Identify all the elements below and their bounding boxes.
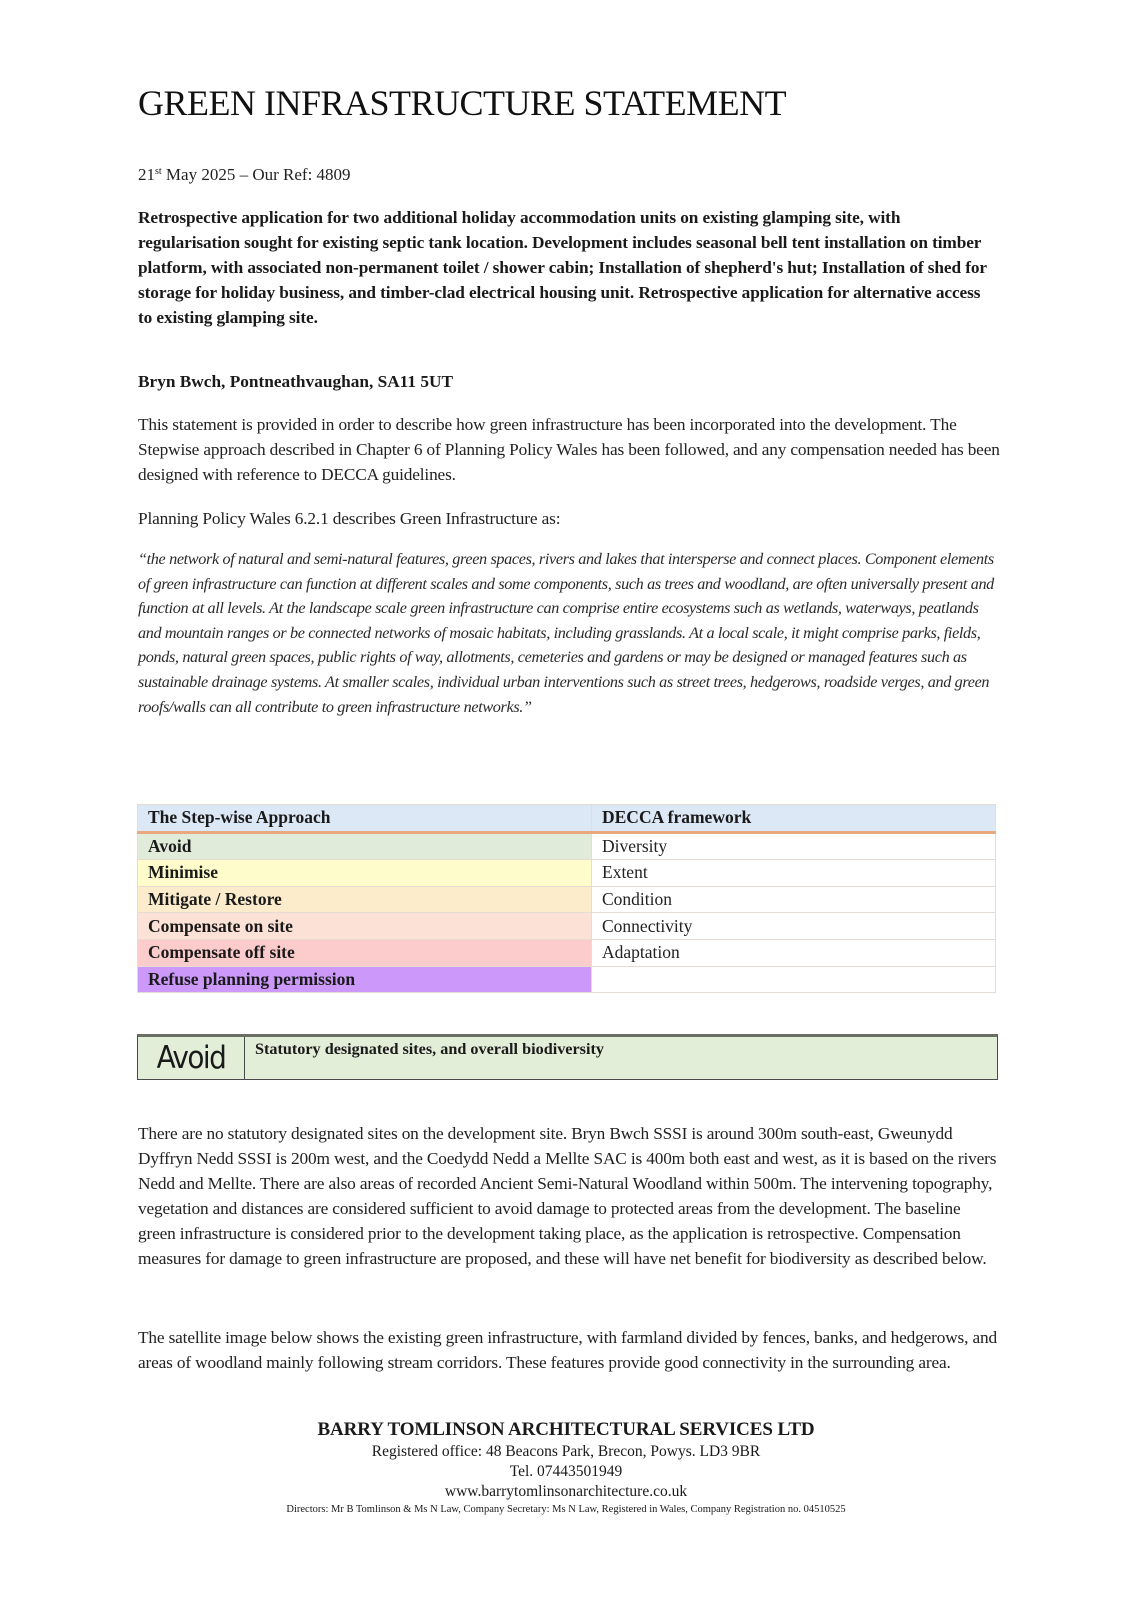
table-row	[138, 860, 996, 887]
application-description: Retrospective application for two additional holiday accommodation units on existing glamping site, with regularisation sought for existing septic tank location. Development includes seasonal bell tent installation on timber platform, with associated non-permanent toilet / shower cabin; Installation of shepherd's hut; Installation of shed for storage for holiday business, and timber-clad electrical housing unit. Retrospective application for alternative access to existing glamping site.	[138, 208, 987, 327]
site-address: Bryn Bwch, Pontneathvaughan, SA11 5UT	[138, 372, 453, 391]
step-cell: Minimise	[138, 860, 592, 887]
footer-office: Registered office: 48 Beacons Park, Brecon, Powys. LD3 9BR	[371, 1443, 761, 1460]
footer-website[interactable]: www.barrytomlinsonarchitecture.co.uk	[444, 1483, 688, 1500]
date-day: 21	[138, 165, 155, 184]
step-cell: Refuse planning permission	[138, 966, 592, 993]
stepwise-decca-table	[137, 804, 996, 993]
footer-tel: Tel. 07443501949	[509, 1463, 623, 1480]
step-cell: Compensate on site	[138, 913, 592, 940]
decca-cell: Diversity	[592, 832, 996, 860]
avoid-heading: Statutory designated sites, and overall biodiversity	[255, 1040, 604, 1058]
avoid-paragraph-satellite: The satellite image below shows the existing green infrastructure, with farmland divided by fences, banks, and hedgerows, and areas of woodland mainly following stream corridors. These features provide good connectivity in the surrounding area.	[138, 1328, 997, 1372]
avoid-paragraph-designated-sites: There are no statutory designated sites on the development site. Bryn Bwch SSSI is around 300m south-east, Gweunydd Dyffryn Nedd SSSI is 200m west, and the Coedydd Nedd a Mellte SAC is 400m both east and west, as it is based on the rivers Nedd and Mellte. There are also areas of recorded Ancient Semi-Natural Woodland within 500m. The intervening topography, vegetation and distances are considered sufficient to avoid damage to protected areas from the development. The baseline green infrastructure is considered prior to the development taking place, as the application is retrospective. Compensation measures for damage to green infrastructure are proposed, and these will have net benefit for biodiversity as described below.	[138, 1124, 997, 1268]
date-and-ref: May 2025 – Our Ref: 4809	[161, 165, 351, 184]
intro-paragraph: This statement is provided in order to describe how green infrastructure has been incorporated into the development. The Stepwise approach described in Chapter 6 of Planning Policy Wales has been followed, and any compensation needed has been designed with reference to DECCA guidelines.	[138, 415, 1000, 484]
step-cell: Avoid	[138, 832, 592, 860]
table-row	[138, 886, 996, 913]
step-cell: Mitigate / Restore	[138, 886, 592, 913]
decca-cell: Condition	[592, 886, 996, 913]
table-row	[138, 913, 996, 940]
avoid-section-header	[137, 1034, 998, 1080]
table-row	[138, 966, 996, 993]
page-footer	[0, 1418, 1132, 1518]
footer-company-name: BARRY TOMLINSON ARCHITECTURAL SERVICES LTD	[317, 1419, 815, 1440]
decca-cell: Adaptation	[592, 939, 996, 966]
date-reference-line	[138, 165, 351, 185]
table-row	[138, 939, 996, 966]
header-stepwise: The Step-wise Approach	[138, 805, 592, 833]
decca-cell	[592, 966, 996, 993]
decca-cell: Connectivity	[592, 913, 996, 940]
avoid-label: Avoid	[138, 1037, 245, 1079]
ppw-lead-paragraph: Planning Policy Wales 6.2.1 describes Green Infrastructure as:	[138, 509, 561, 528]
table-header-row	[138, 805, 996, 833]
date-suffix: st	[155, 166, 162, 177]
header-decca: DECCA framework	[592, 805, 996, 833]
footer-directors: Directors: Mr B Tomlinson & Ms N Law, Company Secretary: Ms N Law, Registered in Wales, Company Registration no. 04510525	[286, 1504, 846, 1515]
document-title: GREEN INFRASTRUCTURE STATEMENT	[138, 83, 787, 123]
table-row	[138, 832, 996, 860]
ppw-quote: “the network of natural and semi-natural features, green spaces, rivers and lakes that intersperse and connect places. Component elements of green infrastructure can function at different scales and some components, such as trees and woodland, are often universally present and function at all levels. At the landscape scale green infrastructure can comprise entire ecosystems such as wetlands, waterways, peatlands and mountain ranges or be connected networks of mosaic habitats, including grasslands. At a local scale, it might comprise parks, fields, ponds, natural green spaces, public rights of way, allotments, cemeteries and gardens or may be designed or managed features such as sustainable drainage systems. At smaller scales, individual urban interventions such as street trees, hedgerows, roadside verges, and green roofs/walls can all contribute to green infrastructure networks.”	[138, 550, 994, 716]
step-cell: Compensate off site	[138, 939, 592, 966]
decca-cell: Extent	[592, 860, 996, 887]
